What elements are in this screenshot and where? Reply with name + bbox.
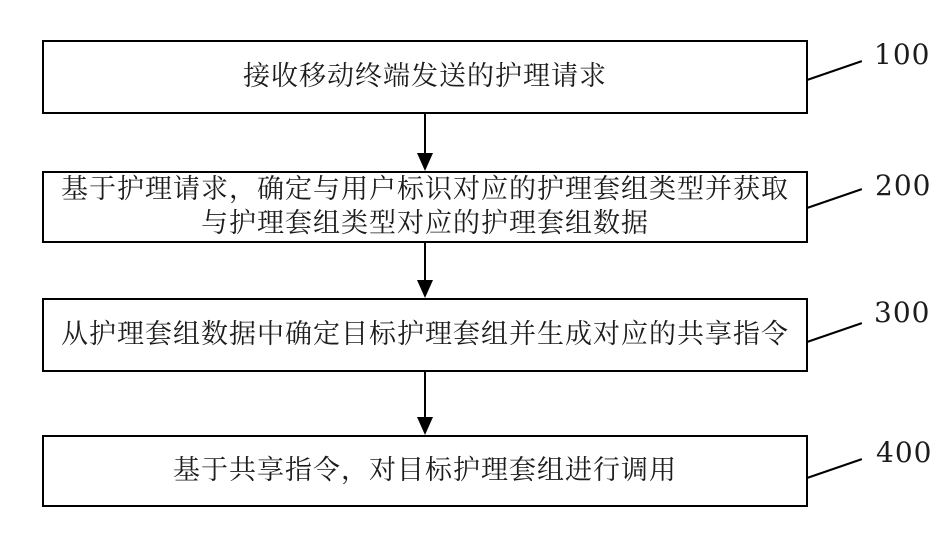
step-text: 与护理套组类型对应的护理套组数据 <box>201 208 649 239</box>
leader-line-200 <box>807 188 862 209</box>
down-arrow-icon <box>417 280 433 298</box>
flow-connector-line-1 <box>424 114 426 154</box>
leader-line-300 <box>807 322 862 343</box>
step-text: 基于护理请求，确定与用户标识对应的护理套组类型并获取 <box>61 174 789 205</box>
step-box-400 <box>42 435 808 507</box>
step-box-300 <box>42 298 808 372</box>
down-arrow-icon <box>417 417 433 435</box>
leader-line-400 <box>807 458 862 479</box>
step-text: 基于共享指令，对目标护理套组进行调用 <box>173 455 677 486</box>
step-text: 接收移动终端发送的护理请求 <box>243 61 607 92</box>
step-text: 从护理套组数据中确定目标护理套组并生成对应的共享指令 <box>61 319 789 350</box>
ref-label-100: 100 <box>874 38 931 71</box>
flow-connector-line-3 <box>424 372 426 418</box>
step-box-100 <box>42 40 808 114</box>
leader-line-100 <box>807 60 862 81</box>
flow-connector-line-2 <box>424 243 426 281</box>
ref-label-200: 200 <box>875 169 932 202</box>
step-box-200 <box>42 171 808 243</box>
ref-label-400: 400 <box>876 436 933 469</box>
ref-label-300: 300 <box>874 296 931 329</box>
down-arrow-icon <box>417 153 433 171</box>
